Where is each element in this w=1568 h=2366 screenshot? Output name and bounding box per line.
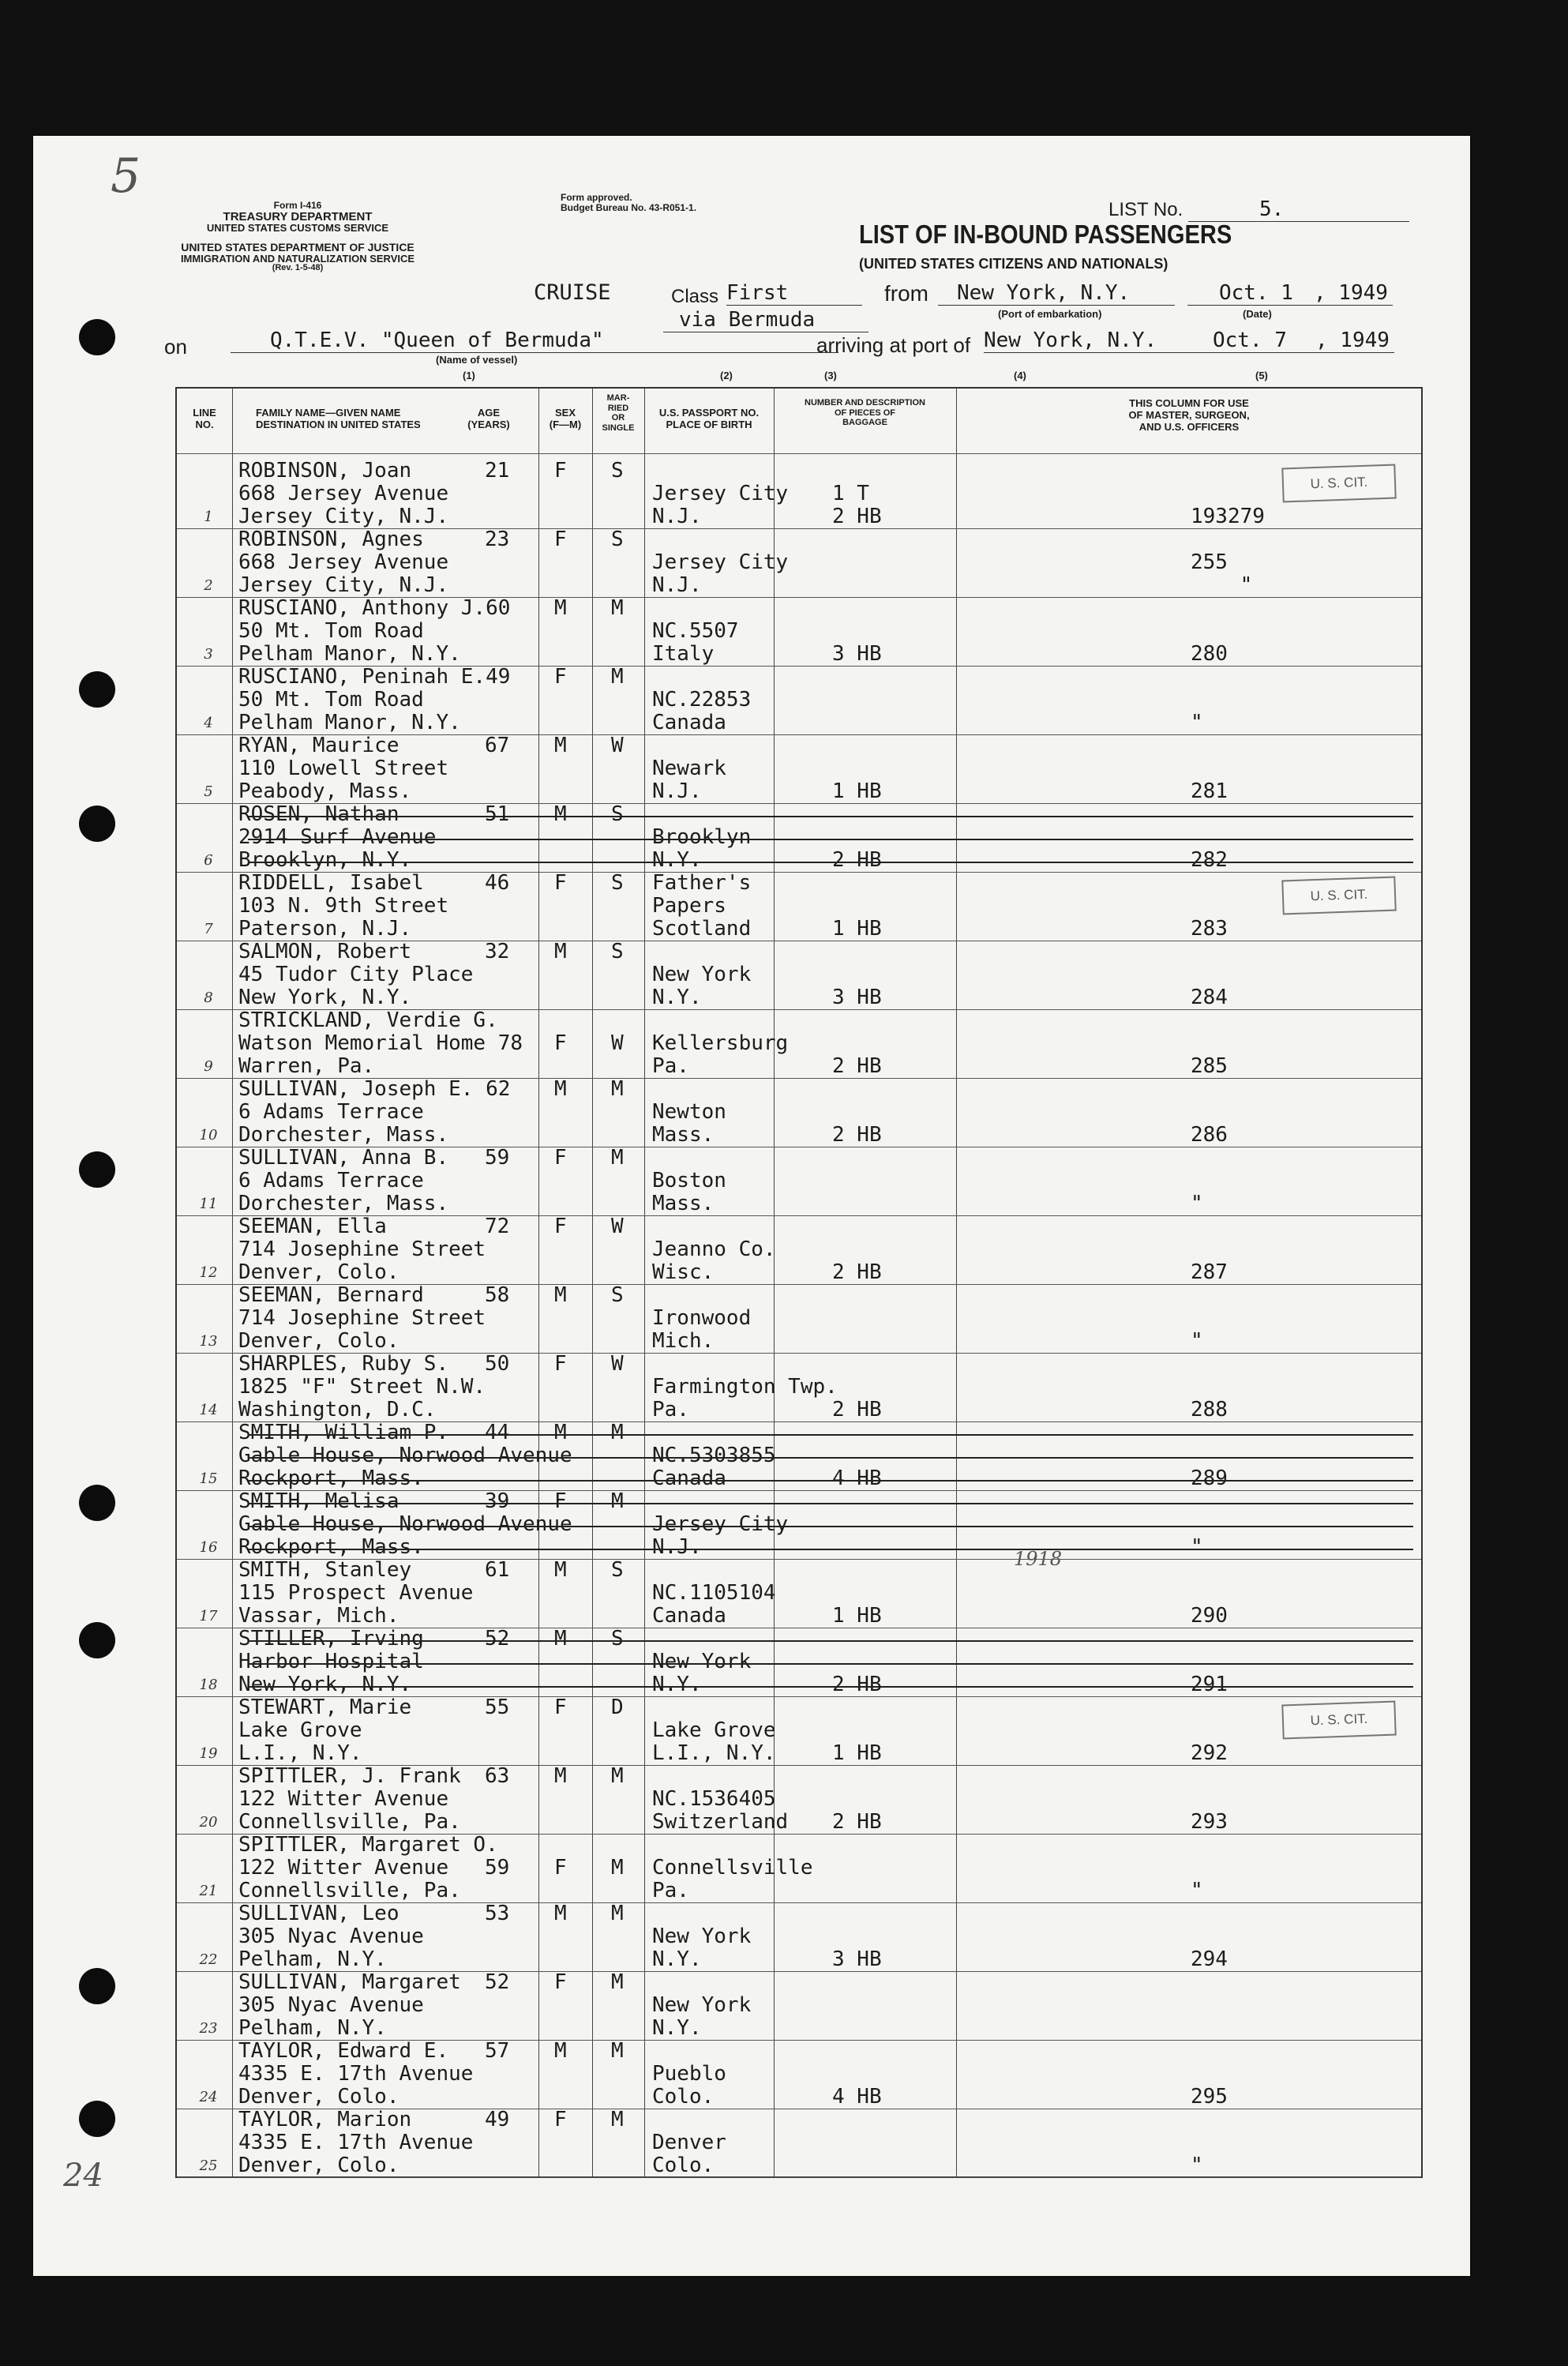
passenger-age: 44 bbox=[485, 1421, 510, 1444]
passenger-marital-status: W bbox=[611, 1352, 624, 1376]
passenger-sex: F bbox=[554, 1352, 567, 1376]
vessel-name: Q.T.E.V. "Queen of Bermuda" bbox=[231, 329, 838, 353]
passenger-marital-status: S bbox=[611, 802, 624, 826]
passenger-name-address: RUSCIANO, Anthony J.60 50 Mt. Tom Road Pelham Manor, N.Y. bbox=[238, 596, 511, 666]
passenger-sex: M bbox=[554, 1077, 567, 1101]
line-number: 9 bbox=[204, 1058, 213, 1075]
table-row bbox=[177, 1009, 1421, 1078]
passenger-age: 63 bbox=[485, 1764, 510, 1788]
baggage: 2 HB bbox=[832, 1673, 882, 1696]
passenger-age: 59 bbox=[485, 1146, 510, 1170]
passenger-marital-status: M bbox=[611, 1970, 624, 1994]
corner-pencil-mark: 5 bbox=[111, 148, 141, 204]
passenger-marital-status: S bbox=[611, 1558, 624, 1582]
punch-hole bbox=[79, 671, 115, 708]
strikethrough-line bbox=[248, 1640, 1413, 1642]
passenger-sex: M bbox=[554, 1421, 567, 1444]
passenger-marital-status: W bbox=[611, 1031, 624, 1055]
table-row bbox=[177, 1078, 1421, 1147]
passenger-sex: M bbox=[554, 1627, 567, 1651]
passenger-age: 67 bbox=[485, 734, 510, 757]
passenger-sex: M bbox=[554, 734, 567, 757]
passenger-sex: F bbox=[554, 1696, 567, 1719]
passport-birthplace: Denver Colo. bbox=[652, 2131, 726, 2177]
passenger-age: 59 bbox=[485, 1856, 510, 1880]
passenger-name-address: SULLIVAN, Leo 305 Nyac Avenue Pelham, N.Y. bbox=[238, 1902, 424, 1971]
cruise-label: CRUISE bbox=[534, 280, 611, 305]
passport-birthplace: Jersey City N.J. bbox=[652, 482, 789, 528]
officer-number: 292 bbox=[1191, 1741, 1228, 1765]
passenger-marital-status: M bbox=[611, 1421, 624, 1444]
passenger-marital-status: M bbox=[611, 1856, 624, 1880]
baggage: 2 HB bbox=[832, 1123, 882, 1147]
column-number-2: (2) bbox=[720, 370, 733, 381]
passenger-name-address: STILLER, Irving Harbor Hospital New York, N.Y. bbox=[238, 1627, 424, 1696]
line-number: 8 bbox=[204, 990, 213, 1006]
line-number: 4 bbox=[204, 715, 213, 731]
passenger-name-address: SMITH, Stanley 115 Prospect Avenue Vassar, Mich. bbox=[238, 1558, 474, 1628]
passenger-name-address: STRICKLAND, Verdie G. Watson Memorial Home 78 Warren, Pa. bbox=[238, 1008, 523, 1078]
passenger-sex: F bbox=[554, 1856, 567, 1880]
punch-hole bbox=[79, 1151, 115, 1188]
passport-birthplace: New York N.Y. bbox=[652, 1993, 752, 2040]
passenger-marital-status: W bbox=[611, 734, 624, 757]
header-married: MAR- RIED OR SINGLE bbox=[602, 393, 635, 433]
arrival-port: New York, N.Y. bbox=[984, 329, 1197, 353]
class-label: Class bbox=[671, 286, 719, 307]
table-row bbox=[177, 1834, 1421, 1902]
passenger-age: 57 bbox=[485, 2039, 510, 2063]
passenger-sex: M bbox=[554, 1283, 567, 1307]
officer-number: 281 bbox=[1191, 779, 1228, 803]
passenger-marital-status: M bbox=[611, 2108, 624, 2131]
column-number-3: (3) bbox=[824, 370, 837, 381]
passport-birthplace: New York N.Y. bbox=[652, 1925, 752, 1971]
table-row bbox=[177, 2040, 1421, 2109]
officer-number: 193279 bbox=[1191, 505, 1265, 528]
passport-birthplace: Pueblo Colo. bbox=[652, 2062, 726, 2109]
officer-number: " bbox=[1191, 1879, 1203, 1902]
passenger-age: 32 bbox=[485, 940, 510, 963]
baggage: 4 HB bbox=[832, 2085, 882, 2109]
passport-birthplace: Ironwood Mich. bbox=[652, 1306, 752, 1353]
passenger-name-address: SEEMAN, Bernard 714 Josephine Street Denver, Colo. bbox=[238, 1283, 486, 1353]
passenger-name-address: SULLIVAN, Margaret 305 Nyac Avenue Pelham, N.Y. bbox=[238, 1970, 461, 2040]
passenger-name-address: SMITH, Melisa Gable House, Norwood Avenue Rockport, Mass. bbox=[238, 1489, 572, 1559]
passenger-sex: M bbox=[554, 596, 567, 620]
line-number: 25 bbox=[199, 2158, 218, 2174]
line-number: 24 bbox=[199, 2089, 218, 2105]
passenger-marital-status: M bbox=[611, 1764, 624, 1788]
punch-hole bbox=[79, 1968, 115, 2004]
officer-number: 285 bbox=[1191, 1054, 1228, 1078]
passport-birthplace: New York N.Y. bbox=[652, 963, 752, 1009]
passenger-marital-status: M bbox=[611, 1077, 624, 1101]
arrival-date: Oct. 7 bbox=[1197, 329, 1315, 353]
from-label: from bbox=[884, 281, 928, 306]
column-number-1: (1) bbox=[463, 370, 475, 381]
table-row bbox=[177, 1421, 1421, 1490]
punch-hole bbox=[79, 319, 115, 355]
baggage: 1 HB bbox=[832, 1741, 882, 1765]
line-number: 1 bbox=[204, 509, 213, 525]
passenger-name-address: RUSCIANO, Peninah E.49 50 Mt. Tom Road Pelham Manor, N.Y. bbox=[238, 665, 511, 734]
line-number: 16 bbox=[199, 1539, 218, 1556]
table-row bbox=[177, 1765, 1421, 1834]
header-age: AGE (YEARS) bbox=[467, 407, 510, 430]
officer-number: 295 bbox=[1191, 2085, 1228, 2109]
line-number: 14 bbox=[199, 1402, 218, 1418]
officer-number: 284 bbox=[1191, 986, 1228, 1009]
passenger-sex: F bbox=[554, 1031, 567, 1055]
passenger-name-address: SULLIVAN, Joseph E. 62 6 Adams Terrace Dorchester, Mass. bbox=[238, 1077, 511, 1147]
passport-birthplace: Father's Papers Scotland bbox=[652, 871, 752, 941]
officer-number: 294 bbox=[1191, 1947, 1228, 1971]
passenger-name-address: SALMON, Robert 45 Tudor City Place New York, N.Y. bbox=[238, 940, 474, 1009]
passenger-name-address: SHARPLES, Ruby S. 1825 "F" Street N.W. Washington, D.C. bbox=[238, 1352, 486, 1421]
treasury-department: TREASURY DEPARTMENT bbox=[223, 209, 373, 223]
immigration-service: IMMIGRATION AND NATURALIZATION SERVICE bbox=[180, 252, 415, 265]
passport-birthplace: NC.1105104 Canada bbox=[652, 1581, 776, 1628]
table-row bbox=[177, 803, 1421, 872]
class-value: First bbox=[726, 281, 862, 306]
officer-number: 282 bbox=[1191, 848, 1228, 872]
passport-birthplace: Newton Mass. bbox=[652, 1100, 726, 1147]
passenger-name-address: STEWART, Marie Lake Grove L.I., N.Y. bbox=[238, 1696, 412, 1765]
line-number: 12 bbox=[199, 1264, 218, 1281]
passport-birthplace: New York N.Y. bbox=[652, 1650, 752, 1696]
officer-number: 287 bbox=[1191, 1260, 1228, 1284]
passenger-age: 49 bbox=[485, 2108, 510, 2131]
passenger-sex: M bbox=[554, 2039, 567, 2063]
on-label: on bbox=[164, 335, 187, 359]
line-number: 23 bbox=[199, 2020, 218, 2037]
passenger-age: 51 bbox=[485, 802, 510, 826]
officer-number: 289 bbox=[1191, 1467, 1228, 1490]
line-number: 19 bbox=[199, 1745, 218, 1762]
officer-number: " bbox=[1191, 1192, 1203, 1215]
passenger-age: 58 bbox=[485, 1283, 510, 1307]
punch-hole bbox=[79, 1622, 115, 1658]
table-row bbox=[177, 1971, 1421, 2040]
passenger-marital-status: S bbox=[611, 1627, 624, 1651]
table-row bbox=[177, 1628, 1421, 1696]
passenger-name-address: SULLIVAN, Anna B. 6 Adams Terrace Dorchester, Mass. bbox=[238, 1146, 449, 1215]
passenger-age: 50 bbox=[485, 1352, 510, 1376]
from-date: Oct. 1 bbox=[1187, 281, 1314, 306]
passenger-age: 21 bbox=[485, 459, 510, 483]
passenger-marital-status: M bbox=[611, 1902, 624, 1925]
justice-department: UNITED STATES DEPARTMENT OF JUSTICE bbox=[181, 240, 415, 254]
baggage: 3 HB bbox=[832, 1947, 882, 1971]
strikethrough-line bbox=[248, 816, 1413, 817]
passport-birthplace: NC.5507 Italy bbox=[652, 619, 739, 666]
officer-number: " bbox=[1191, 2154, 1203, 2177]
officer-number: 288 bbox=[1191, 1398, 1228, 1421]
form-number: Form I-416 bbox=[273, 200, 322, 211]
passenger-sex: M bbox=[554, 1902, 567, 1925]
form-approved: Form approved. bbox=[561, 192, 632, 203]
passenger-age: 39 bbox=[485, 1489, 510, 1513]
line-number: 11 bbox=[199, 1196, 218, 1212]
from-port: New York, N.Y. bbox=[938, 281, 1175, 306]
us-citizen-stamp: U. S. CIT. bbox=[1281, 877, 1396, 915]
budget-bureau: Budget Bureau No. 43-R051-1. bbox=[561, 201, 697, 213]
baggage: 1 HB bbox=[832, 917, 882, 941]
passenger-marital-status: W bbox=[611, 1215, 624, 1238]
table-row bbox=[177, 460, 1421, 528]
table-row bbox=[177, 1215, 1421, 1284]
header-baggage: NUMBER AND DESCRIPTION OF PIECES OF BAGGAGE bbox=[805, 398, 925, 428]
strikethrough-line bbox=[248, 862, 1413, 863]
passport-birthplace: Brooklyn N.Y. bbox=[652, 825, 752, 872]
passenger-sex: M bbox=[554, 1764, 567, 1788]
punch-hole bbox=[79, 2101, 115, 2137]
form-title: LIST OF IN-BOUND PASSENGERS bbox=[859, 220, 1232, 249]
line-number: 5 bbox=[204, 783, 213, 800]
passenger-name-address: ROSEN, Nathan 2914 Surf Avenue Brooklyn, N.Y. bbox=[238, 802, 437, 872]
form-subtitle: (UNITED STATES CITIZENS AND NATIONALS) bbox=[859, 256, 1168, 272]
passport-birthplace: Jersey City N.J. bbox=[652, 1512, 789, 1559]
arrival-year: , 1949 bbox=[1315, 329, 1394, 353]
approval-block bbox=[561, 193, 696, 212]
strikethrough-line bbox=[248, 1686, 1413, 1688]
table-row bbox=[177, 666, 1421, 734]
baggage: 2 HB bbox=[832, 1054, 882, 1078]
passenger-age: 72 bbox=[485, 1215, 510, 1238]
passport-birthplace: Connellsville Pa. bbox=[652, 1856, 813, 1902]
revision: (Rev. 1-5-48) bbox=[272, 263, 324, 273]
strikethrough-line bbox=[248, 1480, 1413, 1482]
us-citizen-stamp: U. S. CIT. bbox=[1281, 1701, 1396, 1740]
passenger-marital-status: D bbox=[611, 1696, 624, 1719]
passport-birthplace: NC.5303855 Canada bbox=[652, 1444, 776, 1490]
baggage: 1 T 2 HB bbox=[832, 482, 882, 528]
table-row bbox=[177, 1696, 1421, 1765]
officer-number: 255 " bbox=[1191, 550, 1253, 597]
passenger-name-address: SPITTLER, Margaret O. 122 Witter Avenue Connellsville, Pa. bbox=[238, 1833, 498, 1902]
list-number-value: 5. bbox=[1188, 197, 1409, 222]
passenger-marital-status: M bbox=[611, 1489, 624, 1513]
table-row bbox=[177, 734, 1421, 803]
line-number: 10 bbox=[199, 1127, 218, 1144]
passenger-marital-status: S bbox=[611, 1283, 624, 1307]
customs-service: UNITED STATES CUSTOMS SERVICE bbox=[206, 222, 389, 235]
passenger-table bbox=[175, 387, 1423, 2178]
officer-number: 293 bbox=[1191, 1810, 1228, 1834]
baggage: 2 HB bbox=[832, 1398, 882, 1421]
punch-hole bbox=[79, 1485, 115, 1521]
table-row bbox=[177, 1490, 1421, 1559]
officer-number: " bbox=[1191, 1535, 1203, 1559]
passenger-sex: F bbox=[554, 528, 567, 551]
passenger-sex: F bbox=[554, 1970, 567, 1994]
line-number: 13 bbox=[199, 1333, 218, 1350]
baggage: 4 HB bbox=[832, 1467, 882, 1490]
passenger-sex: F bbox=[554, 1146, 567, 1170]
line-number: 3 bbox=[204, 646, 213, 663]
list-number-label: LIST No. bbox=[1108, 199, 1184, 220]
row-divider bbox=[177, 2177, 1421, 2178]
header-sex: SEX (F—M) bbox=[549, 407, 582, 430]
passenger-name-address: SMITH, William P. Gable House, Norwood Avenue Rockport, Mass. bbox=[238, 1421, 572, 1490]
passenger-sex: M bbox=[554, 802, 567, 826]
passenger-marital-status: S bbox=[611, 940, 624, 963]
baggage: 1 HB bbox=[832, 1604, 882, 1628]
date-label: (Date) bbox=[1243, 308, 1272, 320]
officer-number: 286 bbox=[1191, 1123, 1228, 1147]
passport-birthplace: Boston Mass. bbox=[652, 1169, 726, 1215]
baggage: 3 HB bbox=[832, 986, 882, 1009]
passport-birthplace: Newark N.J. bbox=[652, 757, 726, 803]
passenger-marital-status: M bbox=[611, 596, 624, 620]
baggage: 2 HB bbox=[832, 848, 882, 872]
list-number bbox=[1108, 197, 1409, 222]
passport-birthplace: Farmington Twp. Pa. bbox=[652, 1375, 838, 1421]
table-row bbox=[177, 872, 1421, 941]
passport-birthplace: Jersey City N.J. bbox=[652, 550, 789, 597]
passenger-name-address: ROBINSON, Agnes 668 Jersey Avenue Jersey City, N.J. bbox=[238, 528, 449, 597]
agency-block bbox=[167, 201, 428, 273]
passenger-sex: F bbox=[554, 2108, 567, 2131]
passenger-marital-status: M bbox=[611, 2039, 624, 2063]
header-line-no: LINE NO. bbox=[193, 407, 216, 430]
line-number: 21 bbox=[199, 1883, 218, 1899]
via-route: via Bermuda bbox=[663, 308, 868, 332]
passenger-name-address: TAYLOR, Marion 4335 E. 17th Avenue Denver, Colo. bbox=[238, 2108, 474, 2177]
table-row bbox=[177, 941, 1421, 1009]
strikethrough-line bbox=[248, 1457, 1413, 1459]
passenger-name-address: RIDDELL, Isabel 103 N. 9th Street Paterson, N.J. bbox=[238, 871, 449, 941]
line-number: 18 bbox=[199, 1677, 218, 1693]
officer-number: " bbox=[1191, 1329, 1203, 1353]
document-page bbox=[33, 136, 1470, 2276]
line-number: 7 bbox=[204, 921, 213, 937]
line-number: 6 bbox=[204, 852, 213, 869]
passport-birthplace: NC.1536405 Switzerland bbox=[652, 1787, 789, 1834]
strikethrough-line bbox=[248, 1434, 1413, 1436]
table-row bbox=[177, 528, 1421, 597]
passenger-sex: F bbox=[554, 665, 567, 689]
passenger-age: 61 bbox=[485, 1558, 510, 1582]
baggage: 3 HB bbox=[832, 642, 882, 666]
port-of-embarkation-label: (Port of embarkation) bbox=[998, 308, 1102, 320]
header-name: FAMILY NAME—GIVEN NAME DESTINATION IN UNITED STATES bbox=[256, 407, 421, 430]
officer-number: 290 bbox=[1191, 1604, 1228, 1628]
passenger-sex: M bbox=[554, 1558, 567, 1582]
officer-number: 291 bbox=[1191, 1673, 1228, 1696]
officer-number: " bbox=[1191, 711, 1203, 734]
passenger-name-address: RYAN, Maurice 110 Lowell Street Peabody, Mass. bbox=[238, 734, 449, 803]
passenger-age: 23 bbox=[485, 528, 510, 551]
line-number: 2 bbox=[204, 577, 213, 594]
passenger-marital-status: S bbox=[611, 459, 624, 483]
table-row bbox=[177, 2109, 1421, 2177]
passenger-marital-status: M bbox=[611, 1146, 624, 1170]
passport-birthplace: Jeanno Co. Wisc. bbox=[652, 1237, 776, 1284]
table-row bbox=[177, 1353, 1421, 1421]
passenger-marital-status: S bbox=[611, 528, 624, 551]
passenger-sex: F bbox=[554, 1215, 567, 1238]
passenger-sex: F bbox=[554, 1489, 567, 1513]
officer-number: 283 bbox=[1191, 917, 1228, 941]
vessel-label: (Name of vessel) bbox=[436, 354, 518, 366]
officer-number: 280 bbox=[1191, 642, 1228, 666]
passenger-age: 55 bbox=[485, 1696, 510, 1719]
table-row bbox=[177, 1147, 1421, 1215]
punch-hole bbox=[79, 806, 115, 842]
strikethrough-line bbox=[248, 839, 1413, 840]
table-row bbox=[177, 1284, 1421, 1353]
table-row bbox=[177, 597, 1421, 666]
arriving-label: arriving at port of bbox=[816, 333, 971, 357]
passport-birthplace: Lake Grove L.I., N.Y. bbox=[652, 1718, 776, 1765]
passenger-name-address: TAYLOR, Edward E. 4335 E. 17th Avenue Denver, Colo. bbox=[238, 2039, 474, 2109]
column-number-5: (5) bbox=[1255, 370, 1268, 381]
line-number: 15 bbox=[199, 1470, 218, 1487]
passenger-age: 52 bbox=[485, 1970, 510, 1994]
column-number-4: (4) bbox=[1014, 370, 1026, 381]
strikethrough-line bbox=[248, 1526, 1413, 1527]
baggage: 1 HB bbox=[832, 779, 882, 803]
passenger-sex: M bbox=[554, 940, 567, 963]
passenger-name-address: SPITTLER, J. Frank 122 Witter Avenue Connellsville, Pa. bbox=[238, 1764, 461, 1834]
line-number: 22 bbox=[199, 1951, 218, 1968]
strikethrough-line bbox=[248, 1549, 1413, 1550]
passenger-marital-status: S bbox=[611, 871, 624, 895]
us-citizen-stamp: U. S. CIT. bbox=[1281, 464, 1396, 503]
passenger-age: 53 bbox=[485, 1902, 510, 1925]
strikethrough-line bbox=[248, 1503, 1413, 1504]
passenger-name-address: SEEMAN, Ella 714 Josephine Street Denver, Colo. bbox=[238, 1215, 486, 1284]
row-17-pencil-note: 1918 bbox=[1014, 1548, 1063, 1570]
strikethrough-line bbox=[248, 1663, 1413, 1665]
passenger-marital-status: M bbox=[611, 665, 624, 689]
baggage: 2 HB bbox=[832, 1260, 882, 1284]
passenger-sex: F bbox=[554, 459, 567, 483]
passenger-age: 52 bbox=[485, 1627, 510, 1651]
margin-pencil-mark: 24 bbox=[63, 2158, 103, 2194]
table-row bbox=[177, 1559, 1421, 1628]
from-year: , 1949 bbox=[1314, 281, 1393, 306]
passenger-age: 46 bbox=[485, 871, 510, 895]
passport-birthplace: Kellersburg Pa. bbox=[652, 1031, 789, 1078]
passport-birthplace: NC.22853 Canada bbox=[652, 688, 752, 734]
header-passport: U.S. PASSPORT NO. PLACE OF BIRTH bbox=[658, 407, 760, 430]
line-number: 17 bbox=[199, 1608, 218, 1624]
header-officers: THIS COLUMN FOR USE OF MASTER, SURGEON, AND U.S. OFFICERS bbox=[1128, 397, 1250, 433]
line-number: 20 bbox=[199, 1814, 218, 1831]
baggage: 2 HB bbox=[832, 1810, 882, 1834]
passenger-name-address: ROBINSON, Joan 668 Jersey Avenue Jersey City, N.J. bbox=[238, 459, 449, 528]
passenger-sex: F bbox=[554, 871, 567, 895]
table-row bbox=[177, 1902, 1421, 1971]
